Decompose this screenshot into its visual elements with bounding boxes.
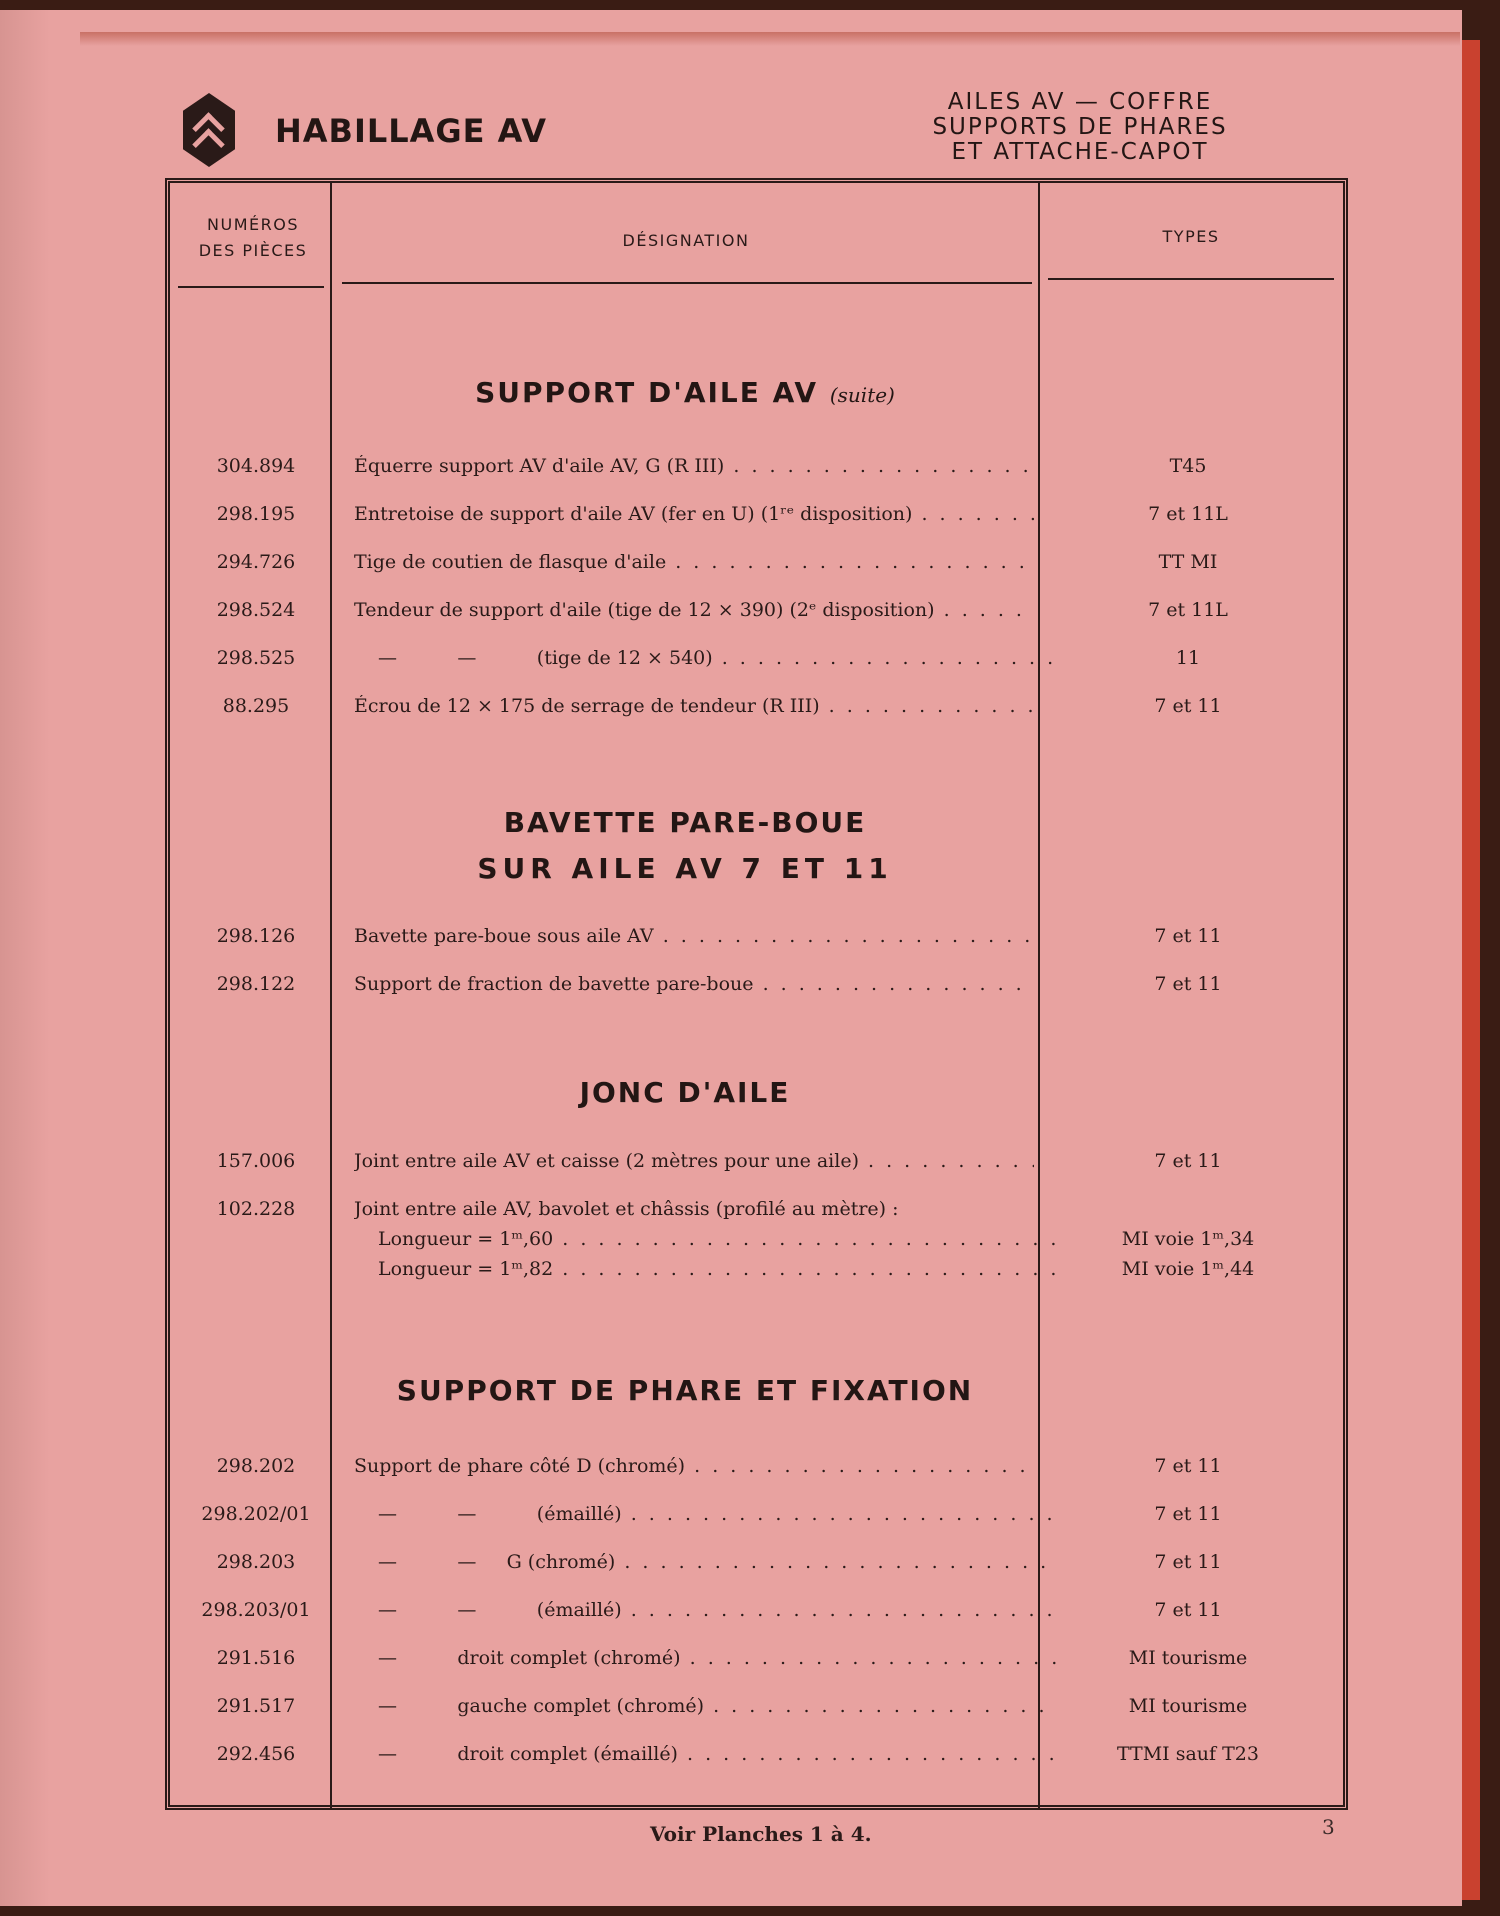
part-number: 102.228 [216,1198,296,1220]
header-rule-numbers [178,286,324,288]
part-designation: Longueur = 1ᵐ,82 . . . [354,1258,1058,1280]
table-row [178,973,1343,1007]
section-title-suffix: (suite) [829,383,895,407]
part-number: 292.456 [216,1743,296,1765]
part-designation: — droit complet (émaillé) . . . [354,1743,1058,1765]
page-top-border [80,32,1460,46]
part-number: 291.517 [216,1695,296,1717]
column-header-types: TYPES [1162,227,1220,246]
header-rule-types [1048,278,1334,280]
part-number: 294.726 [216,551,296,573]
part-designation: — — (émaillé) . . . [354,1599,1058,1621]
part-types: MI voie 1ᵐ,34 [1121,1228,1255,1250]
page-subtitle [880,90,1280,165]
section-title-text: BAVETTE PARE-BOUE [503,806,867,839]
subtitle-line-1: AILES AV — COFFRE [947,89,1213,115]
part-types: 7 et 11L [1148,503,1228,525]
table-row [178,1743,1343,1777]
footer-note: Voir Planches 1 à 4. [650,1822,872,1846]
part-designation: Entretoise de support d'aile AV (fer en U) (1ʳᵉ disposition) . . . [354,503,1034,525]
page-binding [0,10,50,1906]
table-row [178,1150,1343,1184]
part-number: 298.524 [216,599,296,621]
table-row [178,1551,1343,1585]
part-number: 298.122 [216,973,296,995]
part-types: 7 et 11 [1154,973,1222,995]
part-designation: Tige de coutien de flasque d'aile . . . [354,551,1034,573]
part-designation: — — (émaillé) . . . [354,1503,1058,1525]
part-types: TT MI [1158,551,1218,573]
part-designation: — droit complet (chromé) . . . [354,1647,1058,1669]
section-title-text: JONC D'AILE [579,1076,791,1109]
part-number: 298.202 [216,1455,296,1477]
part-designation: Bavette pare-boue sous aile AV . . . [354,925,1034,947]
table-row [178,647,1343,681]
part-designation: Joint entre aile AV, bavolet et châssis (profilé au mètre) : [354,1198,899,1220]
part-types: 11 [1175,647,1201,669]
part-designation: Écrou de 12 × 175 de serrage de tendeur (R III) . . . [354,695,1034,717]
section-title-bavette [335,800,1035,892]
page-title: HABILLAGE AV [275,112,548,150]
table-row [178,599,1343,633]
part-types: TTMI sauf T23 [1117,1743,1259,1765]
part-number: 298.195 [216,503,296,525]
column-header-designation: DÉSIGNATION [622,231,750,250]
part-types: 7 et 11 [1154,695,1222,717]
part-number: 298.525 [216,647,296,669]
subtitle-line-2: SUPPORTS DE PHARES [932,114,1228,140]
part-number: 304.894 [216,455,296,477]
table-row [178,1455,1343,1489]
part-number: 298.203/01 [201,1599,311,1621]
part-designation: Support de fraction de bavette pare-boue . . . [354,973,1034,995]
table-row [178,695,1343,729]
subtitle-line-3: ET ATTACHE-CAPOT [951,139,1209,165]
section-title-text: SUPPORT DE PHARE ET FIXATION [396,1374,974,1407]
part-types: 7 et 11 [1154,1503,1222,1525]
section-title-support-aile [335,370,1035,418]
part-types: MI voie 1ᵐ,44 [1121,1258,1255,1280]
part-designation: — — G (chromé) . . . [354,1551,1058,1573]
section-title-text: SUPPORT D'AILE AV [475,376,819,409]
column-header-numbers-line2: DES PIÈCES [198,241,308,260]
table-row [178,1695,1343,1729]
part-designation: Équerre support AV d'aile AV, G (R III) . . . [354,455,1034,477]
part-number: 298.203 [216,1551,296,1573]
table-row [178,1599,1343,1633]
column-header-numbers-line1: NUMÉROS [207,215,299,234]
part-types: 7 et 11 [1154,1551,1222,1573]
part-designation: Joint entre aile AV et caisse (2 mètres pour une aile) . . . [354,1150,1034,1172]
part-types: 7 et 11 [1154,1455,1222,1477]
part-types: T45 [1169,455,1207,477]
part-types: 7 et 11 [1154,1599,1222,1621]
book-cover-edge [1462,40,1480,1900]
table-row [178,455,1343,489]
part-designation: Support de phare côté D (chromé) . . . [354,1455,1034,1477]
part-designation: Longueur = 1ᵐ,60 . . . [354,1228,1058,1250]
table-row [178,503,1343,537]
part-designation: — gauche complet (chromé) . . . [354,1695,1058,1717]
header-rule-designation [342,282,1032,284]
section-title-line2: SUR AILE AV 7 ET 11 [477,852,893,885]
part-number: 157.006 [216,1150,296,1172]
part-types: 7 et 11 [1154,1150,1222,1172]
part-types: 7 et 11 [1154,925,1222,947]
part-number: 298.202/01 [201,1503,311,1525]
table-row [178,1198,1343,1232]
page-number: 3 [1322,1815,1335,1839]
table-row [178,1258,1343,1292]
scan-top-strip [0,0,1500,10]
table-row [178,1228,1343,1262]
part-number: 291.516 [216,1647,296,1669]
section-title-jonc [335,1070,1035,1116]
table-row [178,1503,1343,1537]
column-header-numbers [180,212,326,264]
part-types: MI tourisme [1128,1647,1248,1669]
part-designation: — — (tige de 12 × 540) . . . [354,647,1058,669]
part-types: 7 et 11L [1148,599,1228,621]
section-title-support-phare [310,1368,1060,1414]
part-types: MI tourisme [1128,1695,1248,1717]
table-row [178,551,1343,585]
table-row [178,1647,1343,1681]
table-row [178,925,1343,959]
part-number: 298.126 [216,925,296,947]
part-designation: Tendeur de support d'aile (tige de 12 × 390) (2ᵉ disposition) . . . [354,599,1034,621]
part-number: 88.295 [222,695,290,717]
